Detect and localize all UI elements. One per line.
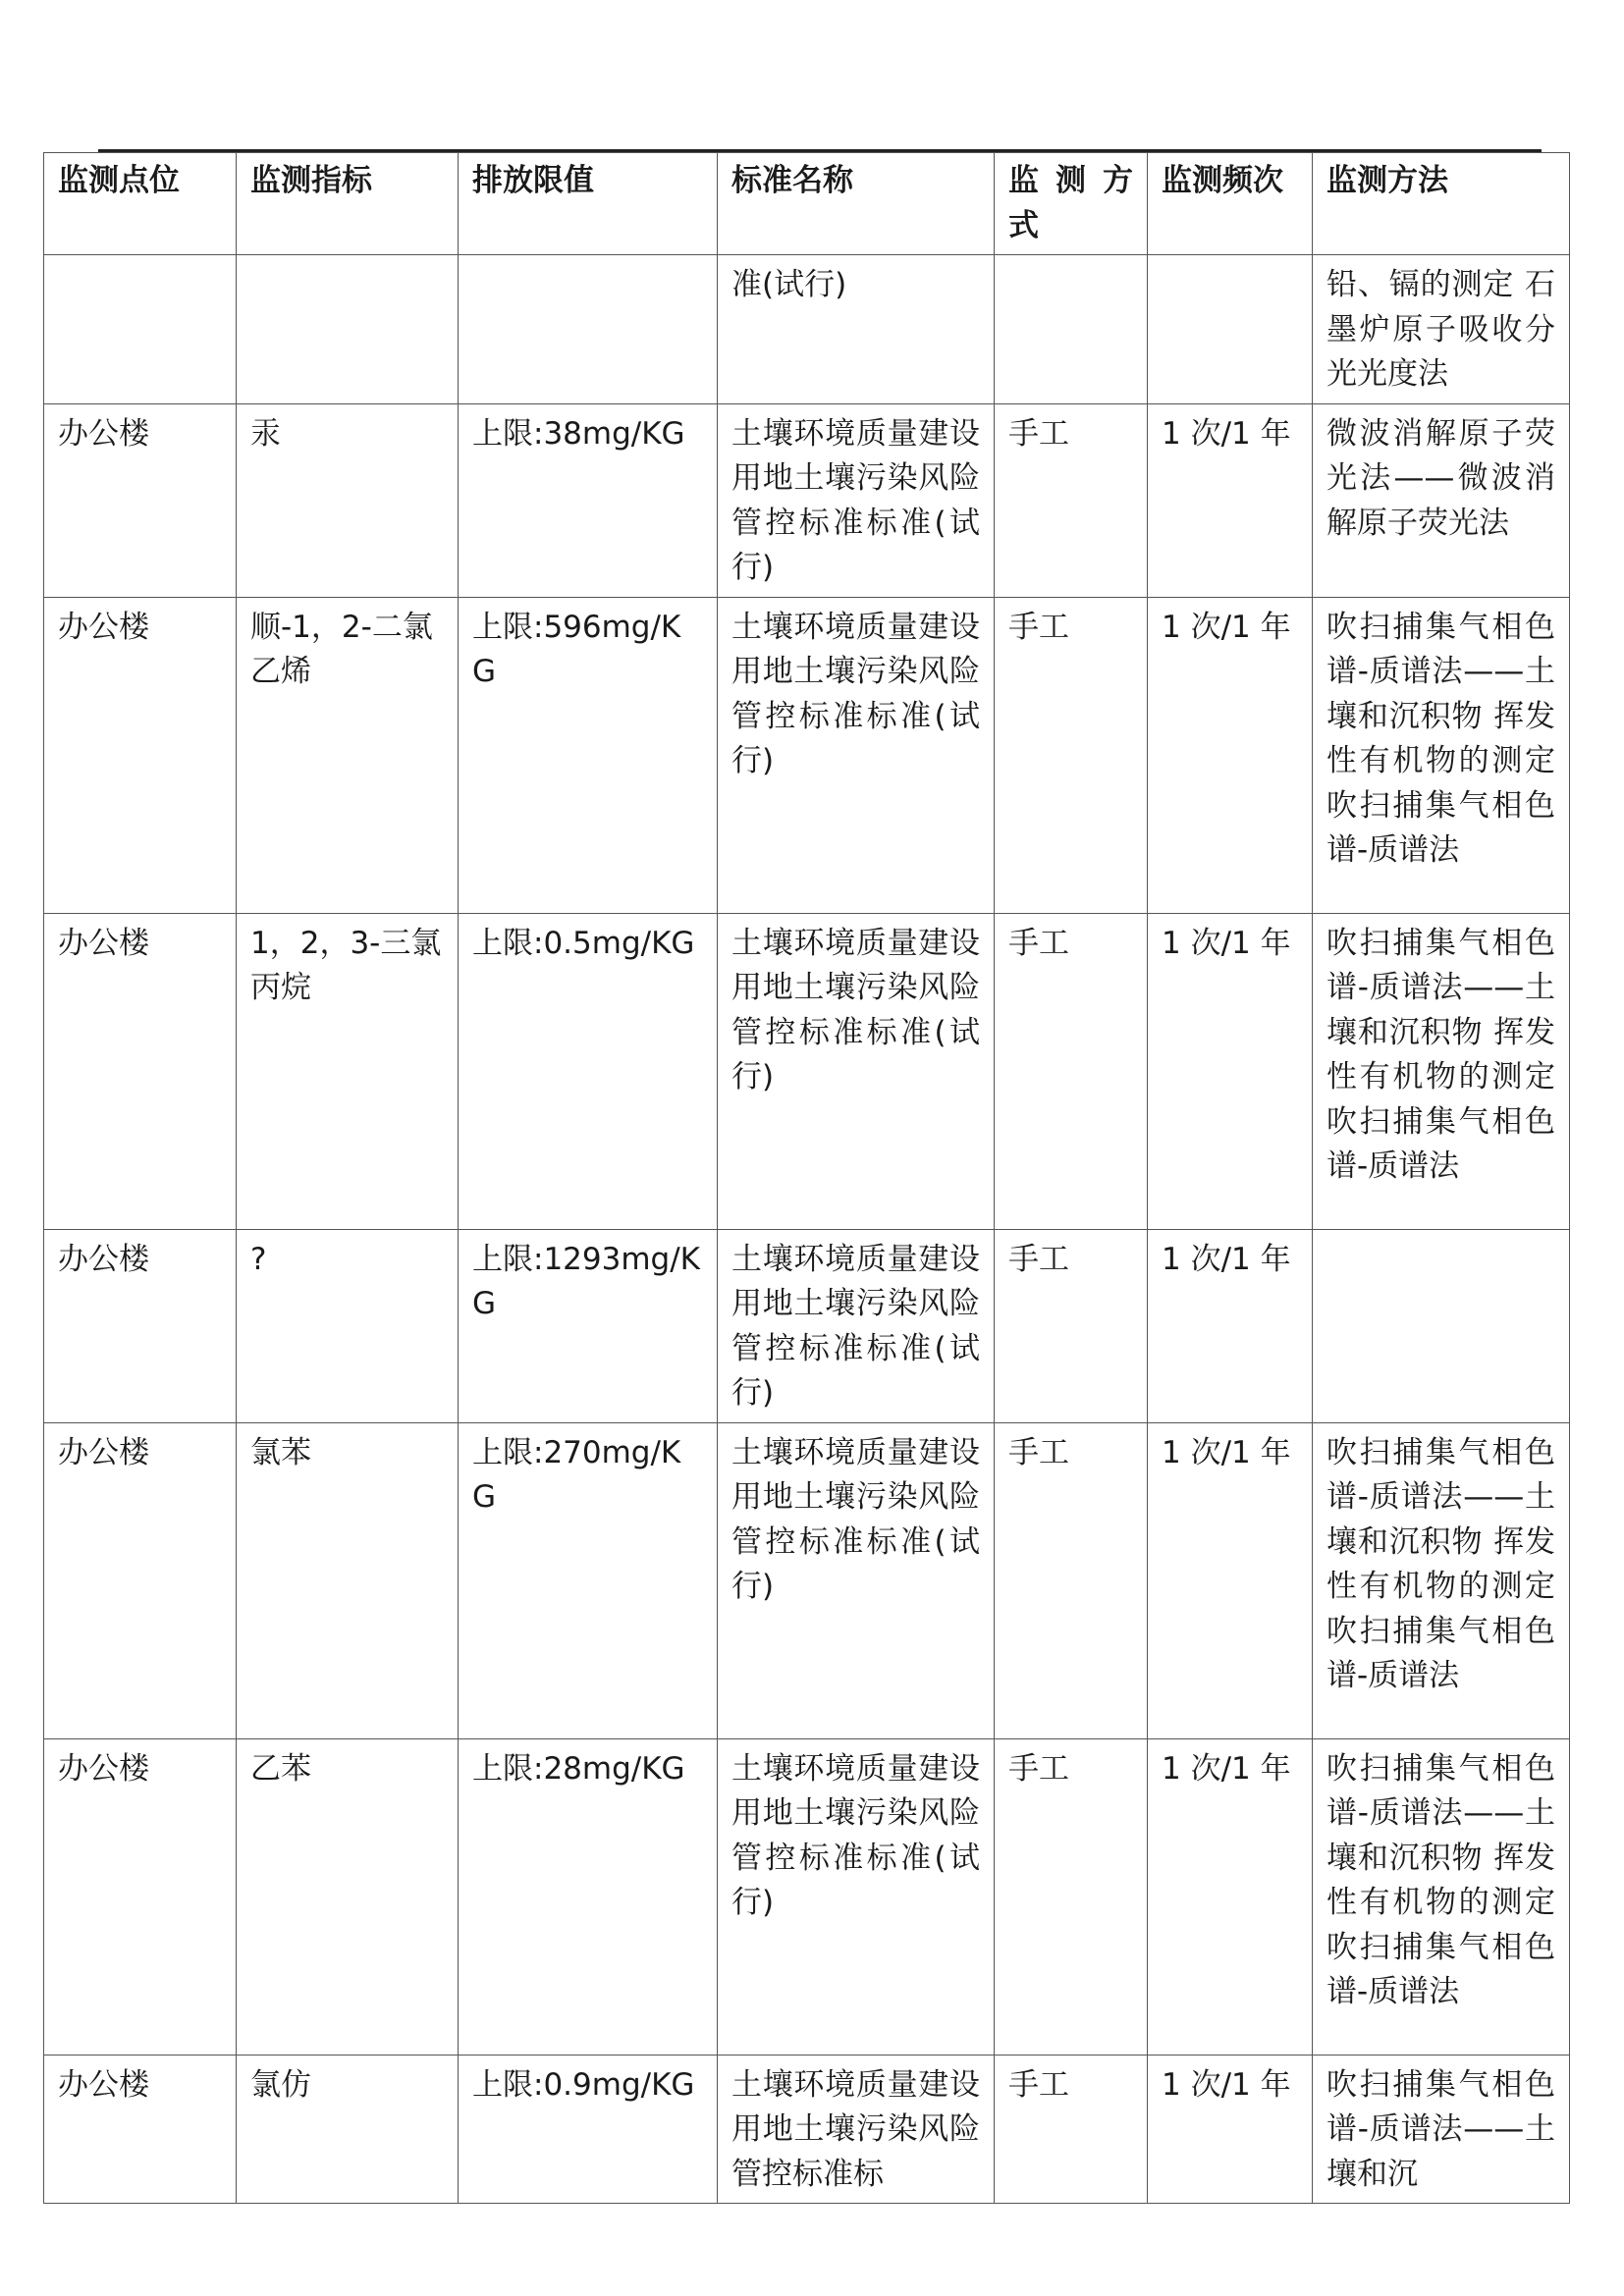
header-standard: 标准名称 xyxy=(718,153,995,255)
cell-location xyxy=(44,255,237,404)
cell-location: 办公楼 xyxy=(44,403,237,597)
cell-method: 吹扫捕集气相色谱-质谱法——土壤和沉积物 挥发性有机物的测定 吹扫捕集气相色谱-质谱法 xyxy=(1313,1738,1570,2055)
cell-standard: 土壤环境质量建设用地土壤污染风险管控标准标准(试行) xyxy=(718,1422,995,1738)
table-row xyxy=(44,1229,1570,1422)
cell-limit: 上限:38mg/KG xyxy=(459,403,718,597)
cell-limit xyxy=(459,255,718,404)
monitoring-table xyxy=(43,152,1570,2204)
header-limit: 排放限值 xyxy=(459,153,718,255)
cell-limit: 上限:1293mg/KG xyxy=(459,1229,718,1422)
header-location: 监测点位 xyxy=(44,153,237,255)
cell-frequency: 1 次/1 年 xyxy=(1148,597,1313,913)
cell-location: 办公楼 xyxy=(44,1422,237,1738)
cell-location: 办公楼 xyxy=(44,1229,237,1422)
cell-mode: 手工 xyxy=(995,1422,1148,1738)
cell-limit: 上限:0.9mg/KG xyxy=(459,2055,718,2204)
table-row xyxy=(44,1422,1570,1738)
header-frequency: 监测频次 xyxy=(1148,153,1313,255)
cell-standard: 土壤环境质量建设用地土壤污染风险管控标准标准(试行) xyxy=(718,403,995,597)
cell-frequency xyxy=(1148,255,1313,404)
cell-method xyxy=(1313,1229,1570,1422)
cell-location: 办公楼 xyxy=(44,597,237,913)
cell-mode: 手工 xyxy=(995,403,1148,597)
table-row xyxy=(44,913,1570,1229)
cell-indicator: 氯仿 xyxy=(237,2055,459,2204)
cell-indicator: ? xyxy=(237,1229,459,1422)
cell-location: 办公楼 xyxy=(44,2055,237,2204)
cell-frequency: 1 次/1 年 xyxy=(1148,1229,1313,1422)
cell-standard: 土壤环境质量建设用地土壤污染风险管控标准标准(试行) xyxy=(718,1738,995,2055)
cell-limit: 上限:596mg/KG xyxy=(459,597,718,913)
cell-indicator: 顺-1，2-二氯乙烯 xyxy=(237,597,459,913)
cell-mode: 手工 xyxy=(995,913,1148,1229)
cell-frequency: 1 次/1 年 xyxy=(1148,403,1313,597)
cell-standard: 土壤环境质量建设用地土壤污染风险管控标准标准(试行) xyxy=(718,913,995,1229)
cell-frequency: 1 次/1 年 xyxy=(1148,1738,1313,2055)
cell-location: 办公楼 xyxy=(44,1738,237,2055)
cell-frequency: 1 次/1 年 xyxy=(1148,913,1313,1229)
cell-indicator: 1，2，3-三氯丙烷 xyxy=(237,913,459,1229)
cell-method: 吹扫捕集气相色谱-质谱法——土壤和沉积物 挥发性有机物的测定 吹扫捕集气相色谱-质谱法 xyxy=(1313,1422,1570,1738)
table-row xyxy=(44,2055,1570,2204)
table-row xyxy=(44,255,1570,404)
cell-method: 吹扫捕集气相色谱-质谱法——土壤和沉积物 挥发性有机物的测定 吹扫捕集气相色谱-质谱法 xyxy=(1313,597,1570,913)
cell-standard: 准(试行) xyxy=(718,255,995,404)
cell-frequency: 1 次/1 年 xyxy=(1148,2055,1313,2204)
cell-indicator: 乙苯 xyxy=(237,1738,459,2055)
cell-standard: 土壤环境质量建设用地土壤污染风险管控标准标 xyxy=(718,2055,995,2204)
table-row xyxy=(44,403,1570,597)
table-row xyxy=(44,1738,1570,2055)
cell-mode: 手工 xyxy=(995,2055,1148,2204)
table-header-row xyxy=(44,153,1570,255)
cell-mode: 手工 xyxy=(995,597,1148,913)
cell-standard: 土壤环境质量建设用地土壤污染风险管控标准标准(试行) xyxy=(718,1229,995,1422)
cell-indicator xyxy=(237,255,459,404)
header-method: 监测方法 xyxy=(1313,153,1570,255)
cell-frequency: 1 次/1 年 xyxy=(1148,1422,1313,1738)
cell-location: 办公楼 xyxy=(44,913,237,1229)
cell-mode: 手工 xyxy=(995,1738,1148,2055)
cell-method: 微波消解原子荧光法——微波消解原子荧光法 xyxy=(1313,403,1570,597)
cell-limit: 上限:28mg/KG xyxy=(459,1738,718,2055)
cell-indicator: 汞 xyxy=(237,403,459,597)
cell-method: 铅、镉的测定 石墨炉原子吸收分光光度法 xyxy=(1313,255,1570,404)
cell-standard: 土壤环境质量建设用地土壤污染风险管控标准标准(试行) xyxy=(718,597,995,913)
cell-mode xyxy=(995,255,1148,404)
cell-limit: 上限:270mg/KG xyxy=(459,1422,718,1738)
cell-method: 吹扫捕集气相色谱-质谱法——土壤和沉积物 挥发性有机物的测定 吹扫捕集气相色谱-质谱法 xyxy=(1313,913,1570,1229)
table-row xyxy=(44,597,1570,913)
header-indicator: 监测指标 xyxy=(237,153,459,255)
cell-method: 吹扫捕集气相色谱-质谱法——土壤和沉 xyxy=(1313,2055,1570,2204)
cell-mode: 手工 xyxy=(995,1229,1148,1422)
cell-limit: 上限:0.5mg/KG xyxy=(459,913,718,1229)
cell-indicator: 氯苯 xyxy=(237,1422,459,1738)
header-mode: 监 测 方 式 xyxy=(995,153,1148,255)
